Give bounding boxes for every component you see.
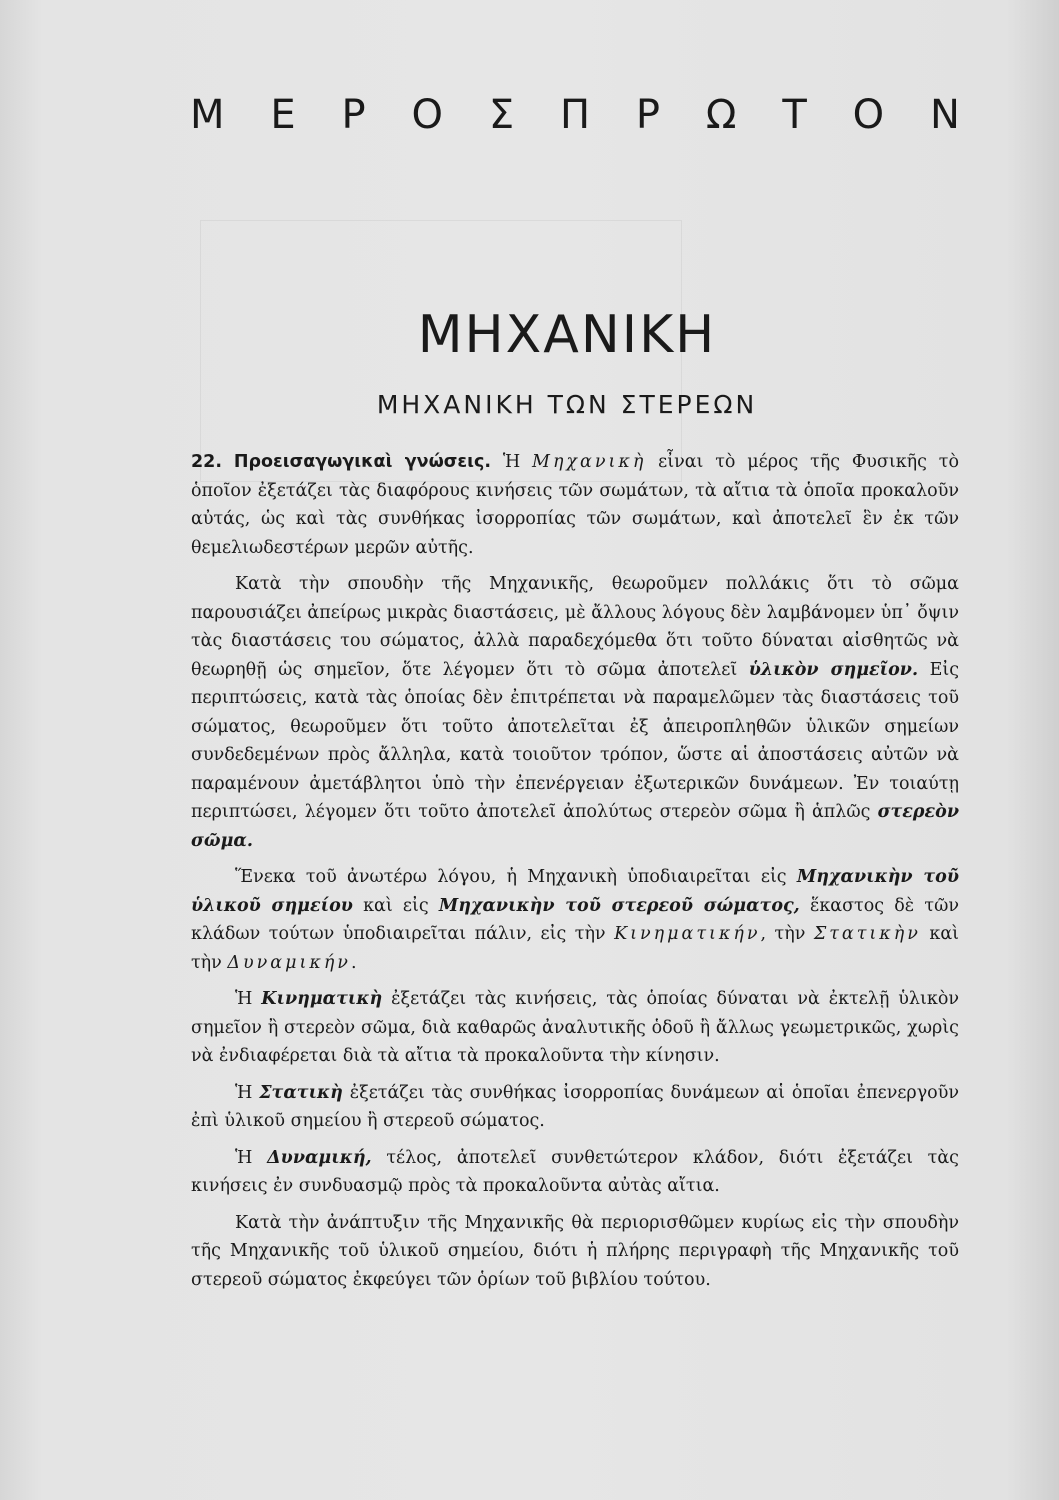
text-run: ἐξετάζει τὰς συνθήκας ἰσορροπίας δυνάμεων αἱ ὁποῖαι ἐπενεργοῦν ἐπὶ ὑλικοῦ σημείου ἢ στερεοῦ σώματος.	[191, 1082, 959, 1131]
text-run: καὶ εἰς	[352, 895, 439, 916]
term-dynamics-bold: Δυναμική,	[267, 1147, 372, 1168]
part-title-letter: Ο	[411, 92, 443, 138]
part-title-letter: Μ	[190, 92, 225, 138]
part-title-letter: Ν	[929, 92, 960, 138]
text-run: Κατὰ τὴν ἀνάπτυξιν τῆς Μηχανικῆς θὰ περιορισθῶμεν κυρίως εἰς τὴν σπουδὴν τῆς Μηχανικῆς τοῦ ὑλικοῦ σημείου, διότι ἡ πλήρης περιγραφὴ τῆς Μηχανικῆς τοῦ στερεοῦ σώματος ἐκφεύγει τῶν ὁρίων τοῦ βιβλίου τούτου.	[191, 1212, 959, 1290]
part-title-letter: Ο	[852, 92, 885, 138]
section-number: 22.	[191, 452, 223, 472]
term-body-mechanics: Μηχανικὴν τοῦ στερεοῦ σώματος,	[438, 895, 800, 916]
text-run: εἶναι τὸ μέρος τῆς Φυσικῆς τὸ ὁποῖον ἐξετάζει τὰς διαφόρους κινήσεις τῶν σωμάτων, τὰ αἴτια τὰ ὁποῖα προκαλοῦν αὐτάς, ὡς καὶ τὰς συνθήκας ἰσορροπίας τῶν σωμάτων, καὶ ἀποτελεῖ ἓν ἐκ τῶν θεμελιωδεστέρων μερῶν αὐτῆς.	[191, 452, 959, 558]
text-run: .	[350, 952, 357, 973]
part-title-letter: Σ	[488, 92, 515, 138]
part-title	[190, 92, 960, 138]
paragraph-dynamics	[191, 1144, 959, 1201]
section-heading: Προεισαγωγικαὶ γνώσεις.	[233, 452, 492, 472]
text-run: ἐξετάζει τὰς κινήσεις, τὰς ὁποίας δύναται νὰ ἐκτελῇ ὑλικὸν σημεῖον ἢ στερεὸν σῶμα, διὰ καθαρῶς ἀναλυτικῆς ὁδοῦ ἢ ἄλλως γεωμετρικῶς, χωρὶς νὰ ἐνδιαφέρεται διὰ τὰ αἴτια τὰ προκαλοῦντα τὴν κίνησιν.	[191, 989, 959, 1066]
term-statics: Στατικὴν	[813, 924, 921, 944]
term-dynamics: Δυναμικήν	[227, 952, 351, 973]
text-run: , τὴν	[760, 924, 814, 944]
term-mechanics: Μηχανικὴ	[532, 452, 647, 472]
text-run: καὶ τὴν	[191, 924, 959, 973]
text-run: Ἡ	[235, 1082, 260, 1103]
text-run: Εἰς περιπτώσεις, κατὰ τὰς ὁποίας δὲν ἐπιτρέπεται νὰ παραμελῶμεν τὰς διαστάσεις τοῦ σώματος, θεωροῦμεν ὅτι τοῦτο ἀποτελεῖται ἐξ ἀπειροπληθῶν ὑλικῶν σημείων συνδεδεμένων πρὸς ἄλληλα, κατὰ τοιοῦτον τρόπον, ὥστε αἱ ἀποστάσεις αὐτῶν νὰ παραμένουν ἀμετάβλητοι ὑπὸ τὴν ἐπενέργειαν ἐξωτερικῶν δυνάμεων. Ἐν τοιαύτῃ περιπτώσει, λέγομεν ὅτι τοῦτο ἀποτελεῖ ἀπολύτως στερεὸν σῶμα ἢ ἁπλῶς	[191, 659, 960, 822]
paragraph-scope	[191, 1209, 959, 1295]
term-statics-bold: Στατικὴ	[259, 1082, 343, 1103]
text-run: ἕκαστος δὲ τῶν κλάδων τούτων ὑποδιαιρεῖται πάλιν, εἰς τὴν	[191, 895, 959, 944]
part-title-letter: Ρ	[341, 92, 366, 138]
part-title-letter: Ρ	[635, 92, 661, 138]
term-material-point: ὑλικὸν σημεῖον.	[748, 659, 919, 680]
part-title-letter: Ε	[270, 92, 296, 138]
section-title: ΜΗΧΑΝΙΚΗ ΤΩΝ ΣΤΕΡΕΩΝ	[376, 390, 758, 419]
text-run: τέλος, ἀποτελεῖ συνθετώτερον κλάδον, διότι ἐξετάζει τὰς κινήσεις ἐν συνδυασμῷ πρὸς τὰ προκαλοῦντα αὐτὰς αἴτια.	[191, 1147, 959, 1196]
term-kinematics-bold: Κινηματικὴ	[261, 989, 383, 1009]
text-run: Ἡ	[235, 989, 262, 1009]
term-point-mechanics: Μηχανικὴν τοῦ ὑλικοῦ σημείου	[191, 867, 959, 916]
paragraph-intro	[191, 448, 959, 562]
chapter-title: ΜΗΧΑΝΙΚΗ	[417, 305, 717, 365]
text-run: Κατὰ τὴν σπουδὴν τῆς Μηχανικῆς, θεωροῦμεν πολλάκις ὅτι τὸ σῶμα παρουσιάζει ἀπείρως μικρὰς διαστάσεις, μὲ ἄλλους λόγους δὲν λαμβάνομεν ὑπ᾽ ὄψιν τὰς διαστάσεις του σώματος, ἀλλὰ παραδεχόμεθα ὅτι τοῦτο δύναται αἰσθητῶς νὰ θεωρηθῇ ὡς σημεῖον, ὅτε λέγομεν ὅτι τὸ σῶμα ἀποτελεῖ	[191, 574, 959, 680]
paragraph-subdivision	[191, 863, 959, 977]
text-run: Ἡ	[235, 1147, 268, 1168]
paragraph-material-point	[191, 570, 959, 855]
text-run: Ἕνεκα τοῦ ἀνωτέρω λόγου, ἡ Μηχανικὴ ὑποδιαιρεῖται εἰς	[235, 867, 797, 887]
paragraph-statics	[191, 1079, 959, 1136]
part-title-letter: Τ	[782, 92, 807, 138]
part-title-letter: Π	[559, 92, 591, 138]
paragraph-kinematics	[191, 985, 959, 1071]
body-text	[191, 448, 959, 1302]
part-title-letter: Ω	[705, 92, 737, 138]
term-kinematics: Κινηματικήν	[614, 924, 761, 944]
text-run: Ἡ	[491, 452, 533, 472]
term-rigid-body: στερεὸν σῶμα.	[191, 802, 959, 851]
